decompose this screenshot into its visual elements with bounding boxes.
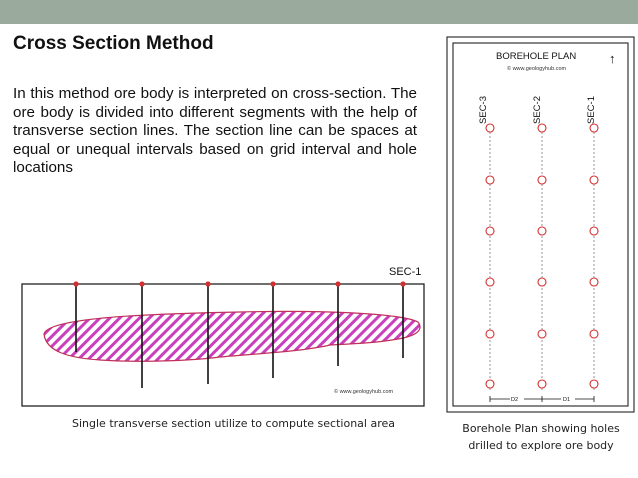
borehole xyxy=(486,380,494,388)
cross-section-caption: Single transverse section utilize to compute sectional area xyxy=(72,417,395,430)
borehole-plan-caption: Borehole Plan showing holes drilled to explore ore body xyxy=(462,422,620,452)
borehole xyxy=(590,176,598,184)
borehole-plan-watermark: © www.geologyhub.com xyxy=(507,66,567,72)
north-arrow-icon: ↑ xyxy=(609,51,616,66)
borehole xyxy=(590,278,598,286)
spacing-label-d2: D2 xyxy=(511,397,519,403)
borehole xyxy=(538,227,546,235)
section-label-sec-3: SEC-3 xyxy=(478,96,489,124)
section-label-sec-1: SEC-1 xyxy=(586,96,597,124)
collar-marker xyxy=(270,281,275,286)
spacing-dimension xyxy=(490,396,594,402)
borehole xyxy=(538,176,546,184)
borehole xyxy=(590,380,598,388)
borehole xyxy=(590,227,598,235)
borehole xyxy=(486,278,494,286)
borehole xyxy=(486,330,494,338)
borehole xyxy=(590,124,598,132)
collar-marker xyxy=(205,281,210,286)
section-labels xyxy=(478,96,597,124)
collar-marker xyxy=(335,281,340,286)
slide-body-text: In this method ore body is interpreted on cross-section. The ore body is divided into different segments with the help of transverse section lines. The section line can be spaces at equal or unequal intervals based on grid interval and hole locations xyxy=(13,85,417,177)
borehole xyxy=(590,330,598,338)
spacing-label-d1: D1 xyxy=(563,397,571,403)
borehole xyxy=(486,124,494,132)
borehole xyxy=(486,176,494,184)
collar-marker xyxy=(400,281,405,286)
borehole xyxy=(538,380,546,388)
cross-section-label: SEC-1 xyxy=(389,266,422,278)
slide-title: Cross Section Method xyxy=(13,33,214,54)
borehole-plan-outer-frame xyxy=(447,37,634,412)
borehole xyxy=(538,124,546,132)
collar-marker xyxy=(139,281,144,286)
section-label-sec-2: SEC-2 xyxy=(532,96,543,124)
ore-body xyxy=(44,311,420,361)
section-lines xyxy=(490,128,594,392)
borehole xyxy=(486,227,494,235)
borehole xyxy=(538,330,546,338)
cross-section-watermark: © www.geologyhub.com xyxy=(334,389,394,395)
borehole-plan-figure xyxy=(447,37,634,412)
borehole-plan-title: BOREHOLE PLAN xyxy=(496,51,577,62)
collar-marker xyxy=(73,281,78,286)
borehole xyxy=(538,278,546,286)
cross-section-figure xyxy=(22,266,424,406)
